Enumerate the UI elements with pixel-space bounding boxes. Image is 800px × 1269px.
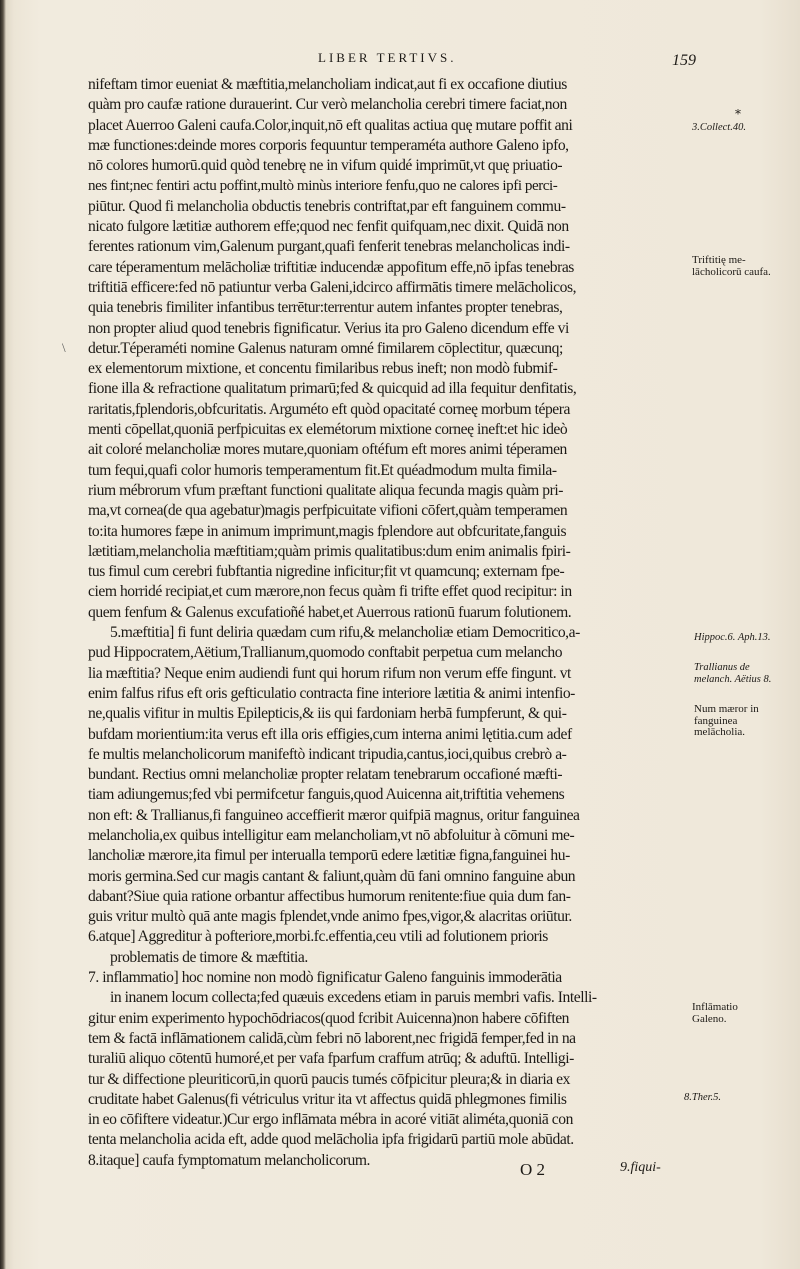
text-line: non propter aliud quod tenebris fignificatur. Verius ita pro Galeno dicendum effe vi: [88, 319, 569, 337]
text-line: piūtur. Quod fi melancholia obductis tenebris contriftat,par eft fanguinem commu-: [88, 197, 566, 215]
text-line: bufdam morientium:ita verus eft illa oris effigies,cum interna animi lętitia.cum adef: [88, 725, 572, 743]
text-line: melancholia,ex quibus intelligitur eam melancholiam,vt nō abfoluitur à cōmuni me-: [88, 826, 575, 844]
margin-note-collect: 3.Collect.40.: [692, 122, 746, 133]
text-line: tus fimul cum cerebri fubftantia nigredine inficitur;fit vt quamcunq; externam fpe-: [88, 563, 565, 581]
text-line: fe multis melancholicorum manifeftò indicant tripudia,cantus,ioci,quibus crebrò a-: [88, 745, 567, 763]
text-line: rium mébrorum vfum præftant functioni qualitate aliqua fecunda magis quàm pri-: [88, 481, 564, 499]
asterisk-mark: ⁎: [735, 103, 741, 117]
text-line: in eo cōfiftere videatur.)Cur ergo inflāmata mébra in acoré vitiāt aliméta,quoniā con: [88, 1111, 573, 1129]
text-line: cruditate habet Galenus(fi vétriculus vritur ita vt affectus quidā phlegmones fimilis: [88, 1090, 567, 1108]
text-line: 5.mæftitia] fi funt deliria quædam cum rifu,& melancholiæ etiam Democritico,a-: [110, 624, 580, 642]
catchword: 9.fiqui-: [620, 1160, 661, 1175]
text-line: nicato fulgore lætitiæ authorem effe;quod nec fenfit quifquam,nec dixit. Quidā non: [88, 218, 569, 236]
text-line: pud Hippocratem,Aëtium,Trallianum,quomodo conftabit perpetua cum melancho: [88, 644, 563, 662]
text-line: tiam adiungemus;fed vbi permifcetur fanguis,quod Auicenna ait,triftitia vehemens: [88, 786, 565, 804]
text-line: ne,qualis vifitur in multis Epilepticis,& iis qui fardoniam herbā fumpferunt, & qui-: [88, 705, 567, 723]
text-line: ex elementorum mixtione, et concentu fimilaribus rebus ineft; non modò fubmif-: [88, 360, 558, 378]
running-title: LIBER TERTIVS.: [318, 50, 457, 65]
margin-note-hippocrates: Hippoc.6. Aph.13.: [694, 632, 771, 643]
text-line: tem & factā inflāmationem calidā,cùm febri nō laborent,nec frigidā femper,fed in na: [88, 1029, 576, 1047]
text-line: 6.atque] Aggreditur à pofteriore,morbi.fc.effentia,ceu vtili ad folutionem prioris: [88, 928, 548, 946]
text-line: nō colores humorū.quid quòd tenebrę ne in vifum quidé imprimūt,vt quę priuatio-: [88, 157, 563, 175]
text-line: tenta melancholia acida eft, adde quod melācholia ipfa frigidarū partiū mole abūdat.: [88, 1131, 574, 1149]
text-line: tum fequi,quafi color humoris temperamentum fit.Et quéadmodum multa fimila-: [88, 461, 557, 479]
margin-note-inflammatio: Inflāmatio Galeno.: [692, 1001, 738, 1025]
text-line: dabant?Siue quia ratione orbantur affectibus humorum renitente:fiue quia dum fan-: [88, 887, 571, 905]
text-line: fione illa & refractione qualitatum primarū;fed & quicquid ad illa fequitur denfitatis,: [88, 380, 577, 398]
text-line: lætitiam,melancholia mæftitiam;quàm primis qualitatibus:dum enim animalis fpiri-: [88, 542, 571, 560]
text-line: 8.itaque] caufa fymptomatum melancholicorum.: [88, 1151, 371, 1169]
text-line: moris germina.Sed cur magis cantant & faliunt,quàm dū fani omnino fanguine abun: [88, 867, 576, 885]
text-line: nifeftam timor eueniat & mæftitia,melancholiam indicat,aut fi ex occafione diutius: [88, 76, 567, 93]
text-line: enim falfus rifus eft oris gefticulatio contracta fine interiore lætitia & animi intenfio-: [88, 684, 575, 702]
text-line: triftitiā efficere:fed nō patiuntur verba Galeni,idcirco affirmātis timere melācholicos,: [88, 278, 577, 296]
main-text-block: [88, 75, 688, 1191]
margin-note-num-maeror: Num mæror in fanguinea melācholia.: [694, 703, 759, 738]
text-line: guis vritur multò quā ante magis fplendet,vnde animo fpes,vigor,& alacritas oriūtur.: [88, 908, 572, 926]
text-line: bundant. Rectius omni melancholiæ propter relatam tenebrarum occafioné mæfti-: [88, 766, 563, 784]
stray-mark: \: [62, 340, 66, 355]
text-line: nes fint;nec fentiri actu poffint,multò minùs interiore fenfu,quo ne calores ipfi perci-: [88, 178, 558, 195]
margin-note-tristitia: Triftitię me-lācholicorū caufa.: [692, 254, 771, 278]
text-line: 7. inflammatio] hoc nomine non modò fignificatur Galeno fanguinis immoderātia: [88, 969, 562, 987]
page-number: 159: [672, 52, 696, 69]
text-line: raritatis,fplendoris,obfcuritatis. Arguméto eft quòd opacitaté corneę morbum tépera: [88, 400, 570, 418]
text-line: in inanem locum collecta;fed quæuis excedens etiam in paruis membri vafis. Intelli-: [110, 989, 597, 1007]
text-line: care téperamentum melācholiæ triftitiæ inducendæ appofitum effe,nō ipfas tenebras: [88, 258, 574, 276]
text-line: mæ functiones:deinde mores corporis fequuntur temperaméta authore Galeno ipfo,: [88, 136, 569, 154]
binding-edge: [0, 0, 6, 1269]
text-line: gitur enim experimento hypochōdriacos(quod fcribit Auicenna)non habere cōfiften: [88, 1009, 570, 1027]
text-line: tur & diffectione pleuriticorū,in quorū paucis tumés cōfpicitur pleura;& in diaria ex: [88, 1070, 570, 1088]
text-line: ait coloré melancholiæ mores mutare,quoniam oftéfum eft mores animi téperamen: [88, 441, 567, 459]
text-line: ma,vt cornea(de qua agebatur)magis perfpicuitate vifioni cōfert,quàm temperamen: [88, 502, 568, 520]
text-line: to:ita humores fæpe in animum imprimunt,magis fplendore aut obfcuritate,fanguis: [88, 522, 567, 540]
text-line: turaliū aliquo cōtentū humoré,et per vafa fparfum craffum atrūq; & aduftū. Intelligi-: [88, 1050, 574, 1068]
text-line: lancholiæ mærore,ita fimul per interualla temporū edere lætitiæ figna,fanguinei hu-: [88, 847, 570, 865]
text-line: lia mæftitia? Neque enim audiendi funt qui horum rifum non verum effe fingunt. vt: [88, 664, 571, 682]
margin-note-trallianus: Trallianus de melanch. Aëtius 8.: [694, 662, 772, 685]
text-line: placet Auerroo Galeni caufa.Color,inquit,nō eft qualitas actiua quę mutare poffit ani: [88, 116, 573, 134]
text-line: quàm pro caufæ ratione durauerint. Cur verò melancholia cerebri timere faciat,non: [88, 96, 567, 114]
text-line: ciem horridé recipiat,et cum mærore,non fecus quàm fi trifte effet quod recipitur: in: [88, 583, 572, 601]
signature-mark: O 2: [520, 1160, 546, 1179]
text-line: quia tenebris fimiliter infantibus terrētur:terrentur autem infantes propter tenebras,: [88, 299, 563, 317]
text-line: [88, 1171, 688, 1191]
text-line: menti cōpellat,quoniā perfpicuitas ex elemétorum mixtione corneę ineft:et hic ideò: [88, 421, 568, 439]
text-line: problematis de timore & mæftitia.: [110, 948, 308, 966]
text-line: non eft: & Trallianus,fi fanguineo acceffierit mæror quifpiā magnus, oritur fanguinea: [88, 806, 580, 824]
text-line: ferentes rationum vim,Galenum purgant,quafi fenferit tenebras melancholicas indi-: [88, 238, 570, 256]
margin-note-therapeutics: 8.Ther.5.: [684, 1092, 722, 1103]
text-line: detur.Téperaméti nomine Galenus naturam omné fimilarem cōplectitur, quæcunq;: [88, 339, 563, 357]
text-line: quem fenfum & Galenus excufatioñé habet,et Auerrous rationū fuarum folutionem.: [88, 603, 572, 621]
